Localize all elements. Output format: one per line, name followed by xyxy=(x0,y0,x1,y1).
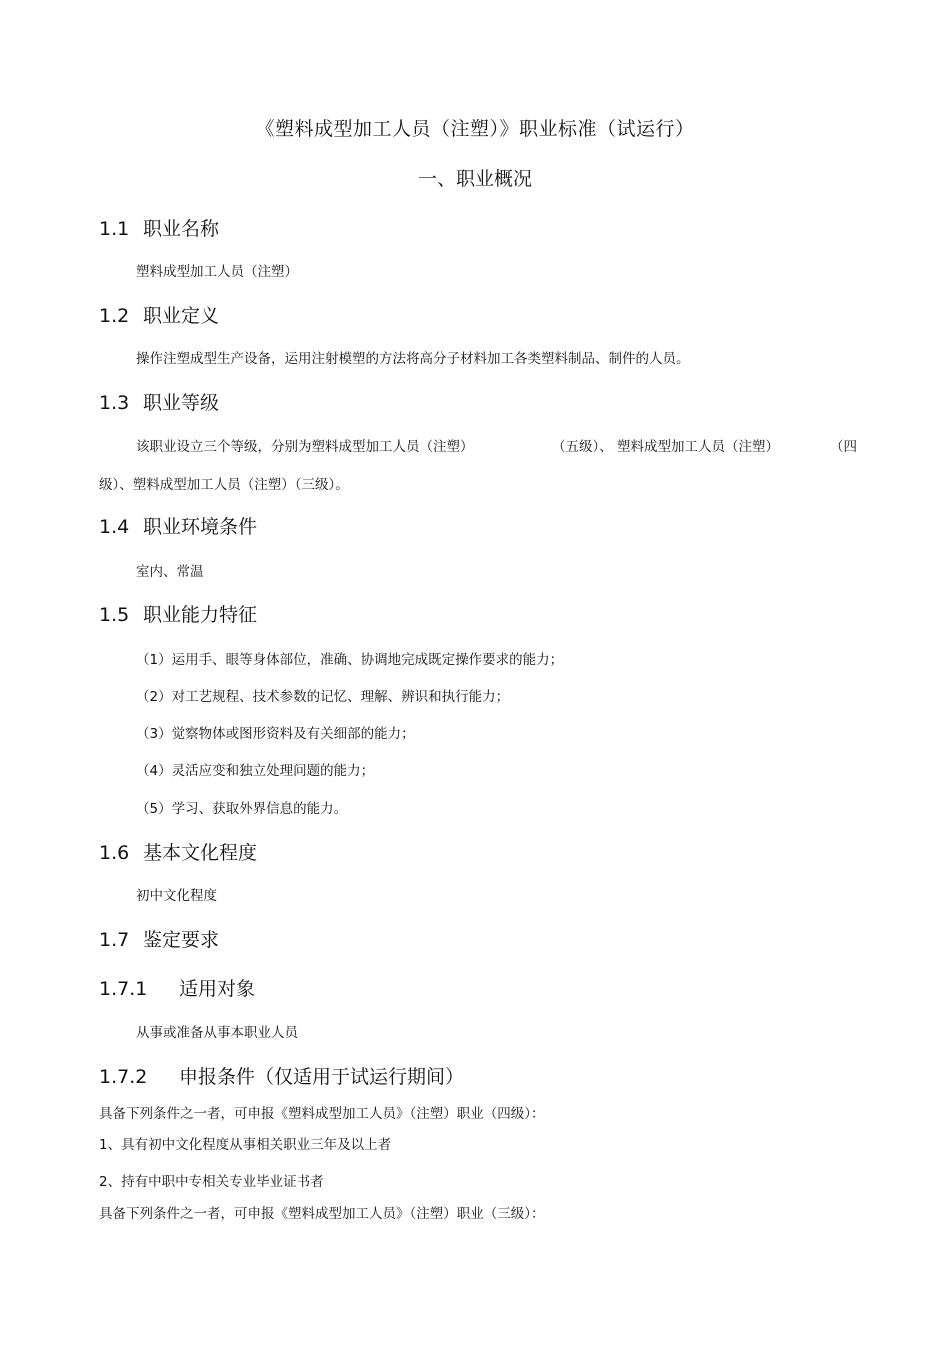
section-title: 职业名称 xyxy=(143,218,220,240)
section-heading-1-6 xyxy=(99,838,257,865)
list-item: （1）运用手、眼等身体部位，准确、协调地完成既定操作要求的能力； xyxy=(136,652,564,668)
document-title: 《塑料成型加工人员（注塑）》职业标准（试运行） xyxy=(255,118,695,140)
section-heading-1-4 xyxy=(99,512,257,539)
section-heading-1-7-2 xyxy=(99,1062,464,1089)
condition-line: 具备下列条件之一者，可申报《塑料成型加工人员》（注塑）职业（四级）： xyxy=(99,1106,545,1122)
condition-line: 1、具有初中文化程度从事相关职业三年及以上者 xyxy=(99,1137,392,1153)
section-body-1-7-1: 从事或准备从事本职业人员 xyxy=(136,1025,298,1041)
list-item: （4）灵活应变和独立处理问题的能力； xyxy=(136,763,375,779)
chapter-heading: 一、职业概况 xyxy=(417,168,532,190)
section-body-1-3-line1a: 该职业设立三个等级，分别为塑料成型加工人员（注塑） xyxy=(136,439,474,455)
section-number: 1.6 xyxy=(99,842,130,864)
condition-line: 具备下列条件之一者，可申报《塑料成型加工人员》（注塑）职业（三级）： xyxy=(99,1206,545,1222)
section-heading-1-3 xyxy=(99,388,219,415)
section-body-1-2: 操作注塑成型生产设备，运用注射模塑的方法将高分子材料加工各类塑料制品、制件的人员。 xyxy=(136,351,690,367)
section-title: 适用对象 xyxy=(179,978,256,1000)
section-heading-1-7 xyxy=(99,925,219,952)
section-number: 1.3 xyxy=(99,392,130,414)
section-title: 基本文化程度 xyxy=(143,842,258,864)
section-title: 职业环境条件 xyxy=(143,516,258,538)
section-number: 1.7 xyxy=(99,929,130,951)
section-number: 1.4 xyxy=(99,516,130,538)
condition-line: 2、持有中职中专相关专业毕业证书者 xyxy=(99,1174,324,1190)
section-body-1-3-line2: 级）、塑料成型加工人员（注塑）（三级）。 xyxy=(99,477,349,493)
list-item: （3）觉察物体或图形资料及有关细部的能力； xyxy=(136,726,415,742)
section-body-1-3-line1b: （五级）、 塑料成型加工人员（注塑） xyxy=(552,439,780,455)
section-title: 鉴定要求 xyxy=(143,929,220,951)
section-body-1-4: 室内、常温 xyxy=(136,564,204,580)
section-body-1-3-line1c: （四 xyxy=(830,439,857,455)
section-number: 1.7.2 xyxy=(99,1066,148,1088)
section-number: 1.7.1 xyxy=(99,978,148,1000)
section-heading-1-2 xyxy=(99,301,219,328)
section-heading-1-1 xyxy=(99,214,219,241)
list-item: （5）学习、获取外界信息的能力。 xyxy=(136,801,348,817)
section-title: 职业定义 xyxy=(143,305,220,327)
section-title: 申报条件（仅适用于试运行期间） xyxy=(179,1066,465,1088)
section-body-1-1: 塑料成型加工人员（注塑） xyxy=(136,264,298,280)
section-heading-1-7-1 xyxy=(99,974,255,1001)
section-number: 1.5 xyxy=(99,604,130,626)
section-number: 1.2 xyxy=(99,305,130,327)
section-title: 职业能力特征 xyxy=(143,604,258,626)
section-title: 职业等级 xyxy=(143,392,220,414)
section-body-1-6: 初中文化程度 xyxy=(136,888,217,904)
list-item: （2）对工艺规程、技术参数的记忆、理解、辨识和执行能力； xyxy=(136,689,510,705)
section-heading-1-5 xyxy=(99,600,257,627)
section-number: 1.1 xyxy=(99,218,130,240)
